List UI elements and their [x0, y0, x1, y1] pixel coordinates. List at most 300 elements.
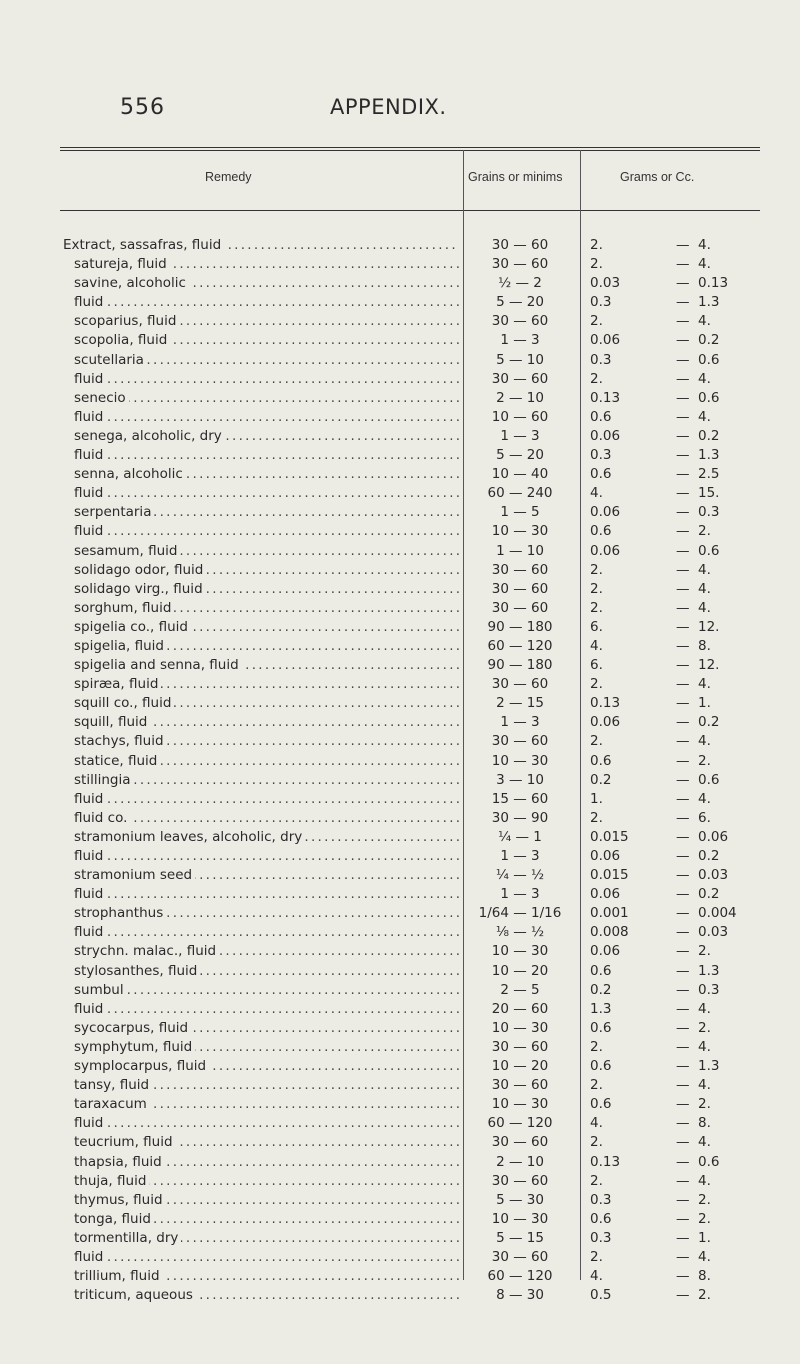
remedy-cell — [74, 1114, 459, 1133]
remedy-name: fluid — [74, 523, 106, 539]
grains-dose: 30 — 60 — [491, 313, 549, 330]
remedy-cell — [74, 1267, 459, 1286]
range-dash: — — [676, 1248, 690, 1265]
grams-high: 1. — [698, 695, 711, 712]
remedy-name: senega, alcoholic, dry — [74, 428, 225, 444]
grams-low: 0.5 — [590, 1287, 612, 1304]
remedy-cell — [74, 656, 459, 675]
grams-high: 2. — [698, 1019, 711, 1036]
range-dash: — — [676, 504, 690, 521]
table-row — [0, 923, 800, 942]
grains-dose: 2 — 15 — [496, 695, 544, 712]
remedy-cell — [74, 370, 459, 389]
remedy-name: symphytum, fluid — [74, 1039, 195, 1055]
grams-high: 1. — [698, 1229, 711, 1246]
remedy-name: fluid — [74, 409, 106, 425]
remedy-name: Extract, sassafras, fluid — [63, 237, 224, 253]
grams-low: 0.06 — [590, 943, 621, 960]
grams-high: 0.6 — [698, 389, 720, 406]
grains-dose: 30 — 60 — [491, 561, 549, 578]
grains-dose: 30 — 60 — [491, 256, 549, 273]
range-dash: — — [676, 637, 690, 654]
remedy-cell — [74, 618, 459, 637]
range-dash: — — [676, 771, 690, 788]
grams-low: 2. — [590, 599, 603, 616]
grams-low: 0.13 — [590, 695, 621, 712]
grams-low: 4. — [590, 1268, 603, 1285]
table-row — [0, 675, 800, 694]
range-dash: — — [676, 752, 690, 769]
grams-high: 0.004 — [698, 905, 737, 922]
remedy-name: tansy, fluid — [74, 1077, 152, 1093]
range-dash: — — [676, 809, 690, 826]
grams-low: 1.3 — [590, 1000, 612, 1017]
grams-high: 4. — [698, 1077, 711, 1094]
grams-low: 0.06 — [590, 848, 621, 864]
range-dash: — — [676, 351, 690, 368]
grains-dose: 2 — 10 — [496, 389, 544, 406]
table-row — [0, 293, 800, 312]
range-dash: — — [676, 1229, 690, 1246]
remedy-name: fluid — [74, 886, 106, 902]
remedy-cell — [74, 1286, 459, 1305]
remedy-cell — [74, 1210, 459, 1229]
table-row — [0, 484, 800, 503]
grams-low: 0.2 — [590, 771, 612, 788]
grains-dose: 5 — 30 — [496, 1191, 544, 1208]
table-row — [0, 370, 800, 389]
table-row — [0, 1191, 800, 1210]
remedy-name: solidago odor, fluid — [74, 562, 206, 578]
table-row — [0, 809, 800, 828]
grams-high: 2. — [698, 1191, 711, 1208]
remedy-cell — [74, 981, 459, 1000]
grams-high: 12. — [698, 618, 720, 635]
table-row — [0, 446, 800, 465]
table-row — [0, 942, 800, 961]
grains-dose: 1 — 10 — [496, 542, 544, 559]
grams-low: 0.015 — [590, 828, 629, 845]
grams-high: 0.2 — [698, 848, 720, 864]
grams-low: 0.06 — [590, 886, 621, 903]
grams-high: 0.6 — [698, 542, 720, 559]
grams-low: 2. — [590, 313, 603, 330]
remedy-name: spigelia, fluid — [74, 638, 167, 654]
table-row — [0, 274, 800, 293]
grains-dose: 1/64 — 1/16 — [478, 905, 562, 922]
grams-high: 2. — [698, 1287, 711, 1304]
remedy-name: statice, fluid — [74, 753, 160, 769]
grains-dose: 10 — 20 — [491, 962, 549, 979]
remedy-cell — [74, 809, 459, 828]
grains-dose: 60 — 120 — [487, 637, 553, 654]
remedy-cell — [63, 236, 459, 255]
remedy-name: scopolia, fluid — [74, 332, 170, 348]
remedy-name: strychn. malac., fluid — [74, 943, 219, 959]
grains-dose: 2 — 10 — [496, 1153, 544, 1170]
table-row — [0, 1114, 800, 1133]
remedy-cell — [74, 522, 459, 541]
table-row — [0, 962, 800, 981]
grams-low: 0.001 — [590, 905, 629, 922]
grams-low: 0.2 — [590, 981, 612, 998]
grams-high: 1.3 — [698, 294, 720, 311]
remedy-cell — [74, 465, 459, 484]
column-header-grains: Grains or minims — [468, 170, 563, 184]
remedy-cell — [74, 962, 459, 981]
grains-dose: 5 — 20 — [496, 294, 544, 311]
grams-low: 1. — [590, 790, 603, 807]
grams-low: 0.6 — [590, 962, 612, 979]
range-dash: — — [676, 848, 690, 864]
remedy-cell — [74, 1095, 459, 1114]
table-row — [0, 1172, 800, 1191]
grams-high: 0.6 — [698, 351, 720, 368]
remedy-name: fluid — [74, 1001, 106, 1017]
grams-low: 0.3 — [590, 351, 612, 368]
table-row — [0, 904, 800, 923]
remedy-cell — [74, 542, 459, 561]
grams-high: 1.3 — [698, 1058, 720, 1075]
range-dash: — — [676, 886, 690, 903]
table-row — [0, 828, 800, 847]
remedy-name: squill co., fluid — [74, 695, 174, 711]
table-top-rule — [60, 147, 760, 148]
grams-high: 0.03 — [698, 867, 729, 884]
grams-low: 0.6 — [590, 408, 612, 425]
remedy-name: satureja, fluid — [74, 256, 170, 272]
grams-high: 0.2 — [698, 886, 720, 903]
remedy-name: fluid — [74, 371, 106, 387]
remedy-name: squill, fluid — [74, 714, 150, 730]
remedy-cell — [74, 561, 459, 580]
grams-low: 2. — [590, 733, 603, 750]
remedy-name: scutellaria — [74, 352, 147, 368]
page-number: 556 — [120, 95, 165, 120]
grams-low: 0.06 — [590, 427, 621, 444]
grams-low: 2. — [590, 370, 603, 387]
remedy-cell — [74, 484, 459, 503]
range-dash: — — [676, 370, 690, 387]
range-dash: — — [676, 1115, 690, 1132]
remedy-name: spigelia and senna, fluid — [74, 657, 242, 673]
remedy-cell — [74, 1248, 459, 1267]
grains-dose: 5 — 15 — [496, 1229, 544, 1246]
table-row — [0, 465, 800, 484]
grains-dose: 60 — 120 — [487, 1268, 553, 1285]
remedy-cell — [74, 312, 459, 331]
grams-high: 15. — [698, 485, 720, 502]
range-dash: — — [676, 542, 690, 559]
remedy-cell — [74, 427, 459, 446]
range-dash: — — [676, 408, 690, 425]
range-dash: — — [676, 447, 690, 464]
grams-low: 0.3 — [590, 1229, 612, 1246]
table-row — [0, 1019, 800, 1038]
remedy-cell — [74, 293, 459, 312]
table-row — [0, 1267, 800, 1286]
grains-dose: 60 — 240 — [487, 485, 553, 502]
grains-dose: 30 — 60 — [491, 580, 549, 597]
table-row — [0, 981, 800, 1000]
grams-high: 4. — [698, 676, 711, 693]
grams-high: 0.13 — [698, 275, 729, 292]
remedy-name: stramonium seed — [74, 867, 195, 883]
grains-dose: 30 — 60 — [491, 1248, 549, 1265]
table-row — [0, 771, 800, 790]
remedy-cell — [74, 752, 459, 771]
grams-low: 2. — [590, 580, 603, 597]
column-header-grams: Grams or Cc. — [620, 170, 695, 184]
grams-low: 0.06 — [590, 542, 621, 559]
grains-dose: 30 — 90 — [491, 809, 549, 826]
grains-dose: 8 — 30 — [496, 1287, 544, 1304]
table-row — [0, 1210, 800, 1229]
grams-high: 0.3 — [698, 504, 720, 521]
grams-high: 0.3 — [698, 981, 720, 998]
grams-low: 2. — [590, 1248, 603, 1265]
range-dash: — — [676, 1058, 690, 1075]
remedy-cell — [74, 1191, 459, 1210]
table-row — [0, 1095, 800, 1114]
remedy-cell — [74, 1057, 459, 1076]
header-divider — [60, 210, 760, 211]
range-dash: — — [676, 275, 690, 292]
table-row — [0, 503, 800, 522]
grams-high: 4. — [698, 599, 711, 616]
range-dash: — — [676, 1172, 690, 1189]
range-dash: — — [676, 828, 690, 845]
remedy-name: trillium, fluid — [74, 1268, 163, 1284]
range-dash: — — [676, 485, 690, 502]
remedy-cell — [74, 885, 459, 904]
grains-dose: 10 — 30 — [491, 752, 549, 769]
grains-dose: 1 — 3 — [500, 332, 540, 349]
table-row — [0, 713, 800, 732]
table-row — [0, 1076, 800, 1095]
table-row — [0, 1057, 800, 1076]
table-row — [0, 752, 800, 771]
range-dash: — — [676, 256, 690, 273]
table-row — [0, 656, 800, 675]
range-dash: — — [676, 1287, 690, 1304]
grains-dose: 30 — 60 — [491, 733, 549, 750]
remedy-name: symplocarpus, fluid — [74, 1058, 209, 1074]
remedy-name: fluid — [74, 1115, 106, 1131]
grains-dose: 30 — 60 — [491, 676, 549, 693]
grams-high: 4. — [698, 1038, 711, 1055]
remedy-name: fluid — [74, 1249, 106, 1265]
grams-high: 4. — [698, 561, 711, 578]
range-dash: — — [676, 1134, 690, 1151]
range-dash: — — [676, 1268, 690, 1285]
grains-dose: 30 — 60 — [491, 1172, 549, 1189]
remedy-cell — [74, 1038, 459, 1057]
grams-high: 2. — [698, 943, 711, 960]
remedy-name: senecio — [74, 390, 129, 406]
table-row — [0, 561, 800, 580]
table-row — [0, 866, 800, 885]
range-dash: — — [676, 1153, 690, 1170]
table-row — [0, 236, 800, 255]
remedy-name: serpentaria — [74, 504, 154, 520]
remedy-cell — [74, 1019, 459, 1038]
grains-dose: 90 — 180 — [487, 618, 553, 635]
remedy-cell — [74, 580, 459, 599]
table-row — [0, 1229, 800, 1248]
grains-dose: 90 — 180 — [487, 657, 553, 674]
remedy-cell — [74, 503, 459, 522]
grains-dose: 1 — 3 — [500, 427, 540, 444]
remedy-cell — [74, 923, 459, 942]
table-row — [0, 637, 800, 656]
grams-low: 2. — [590, 1077, 603, 1094]
grams-high: 4. — [698, 313, 711, 330]
remedy-cell — [74, 1172, 459, 1191]
remedy-cell — [74, 255, 459, 274]
remedy-name: fluid co. — [74, 810, 130, 826]
grams-high: 8. — [698, 1115, 711, 1132]
range-dash: — — [676, 962, 690, 979]
remedy-name: strophanthus — [74, 905, 166, 921]
remedy-name: sumbul — [74, 982, 127, 998]
grams-low: 0.6 — [590, 1058, 612, 1075]
grains-dose: 15 — 60 — [491, 790, 549, 807]
range-dash: — — [676, 523, 690, 540]
range-dash: — — [676, 1210, 690, 1227]
remedy-cell — [74, 1229, 459, 1248]
grams-high: 12. — [698, 657, 720, 674]
remedy-name: thuja, fluid — [74, 1173, 149, 1189]
remedy-name: scoparius, fluid — [74, 313, 179, 329]
remedy-name: taraxacum — [74, 1096, 150, 1112]
grams-low: 4. — [590, 637, 603, 654]
table-row — [0, 885, 800, 904]
remedy-cell — [74, 408, 459, 427]
remedy-cell — [74, 637, 459, 656]
grains-dose: 30 — 60 — [491, 237, 549, 253]
remedy-cell — [74, 866, 459, 885]
grams-high: 4. — [698, 1248, 711, 1265]
remedy-cell — [74, 1076, 459, 1095]
table-row — [0, 694, 800, 713]
table-row — [0, 1286, 800, 1305]
range-dash: — — [676, 905, 690, 922]
range-dash: — — [676, 237, 690, 253]
grams-high: 6. — [698, 809, 711, 826]
table-row — [0, 618, 800, 637]
page-header — [0, 95, 800, 135]
grains-dose: 1 — 3 — [500, 886, 540, 903]
grams-high: 4. — [698, 1134, 711, 1151]
remedy-name: fluid — [74, 924, 106, 940]
remedy-cell — [74, 1133, 459, 1152]
range-dash: — — [676, 943, 690, 960]
table-row — [0, 1248, 800, 1267]
range-dash: — — [676, 427, 690, 444]
range-dash: — — [676, 676, 690, 693]
table-row — [0, 580, 800, 599]
grams-low: 0.06 — [590, 714, 621, 731]
table-row — [0, 331, 800, 350]
grams-low: 0.03 — [590, 275, 621, 292]
grams-low: 0.6 — [590, 523, 612, 540]
grams-high: 1.3 — [698, 447, 720, 464]
range-dash: — — [676, 313, 690, 330]
remedy-cell — [74, 389, 459, 408]
dosage-table — [0, 236, 800, 1305]
grams-low: 2. — [590, 1134, 603, 1151]
grams-high: 2. — [698, 1096, 711, 1113]
grains-dose: 10 — 30 — [491, 943, 549, 960]
range-dash: — — [676, 580, 690, 597]
remedy-cell — [74, 274, 459, 293]
remedy-cell — [74, 828, 459, 847]
grains-dose: 5 — 20 — [496, 447, 544, 464]
table-row — [0, 1153, 800, 1172]
grains-dose: 10 — 20 — [491, 1058, 549, 1075]
remedy-name: sycocarpus, fluid — [74, 1020, 191, 1036]
remedy-name: triticum, aqueous — [74, 1287, 196, 1303]
column-header-remedy: Remedy — [205, 170, 252, 184]
remedy-name: stachys, fluid — [74, 733, 167, 749]
remedy-name: fluid — [74, 294, 106, 310]
grams-high: 2. — [698, 1210, 711, 1227]
grams-high: 4. — [698, 370, 711, 387]
grams-low: 2. — [590, 1038, 603, 1055]
grams-low: 0.3 — [590, 447, 612, 464]
grams-low: 2. — [590, 1172, 603, 1189]
range-dash: — — [676, 561, 690, 578]
grains-dose: 10 — 30 — [491, 1096, 549, 1113]
range-dash: — — [676, 695, 690, 712]
grams-high: 8. — [698, 1268, 711, 1285]
remedy-cell — [74, 904, 459, 923]
grains-dose: 10 — 30 — [491, 1019, 549, 1036]
remedy-name: savine, alcoholic — [74, 275, 189, 291]
grams-high: 0.6 — [698, 771, 720, 788]
range-dash: — — [676, 1077, 690, 1094]
grains-dose: ½ — 2 — [498, 275, 542, 292]
grains-dose: 10 — 30 — [491, 1210, 549, 1227]
grains-dose: ⅛ — ½ — [495, 924, 545, 941]
table-row — [0, 599, 800, 618]
grains-dose: 20 — 60 — [491, 1000, 549, 1017]
grams-high: 0.03 — [698, 924, 729, 941]
remedy-cell — [74, 732, 459, 751]
grains-dose: 2 — 5 — [500, 981, 540, 998]
grams-high: 2. — [698, 523, 711, 540]
grams-high: 4. — [698, 237, 711, 253]
remedy-name: thapsia, fluid — [74, 1154, 165, 1170]
table-row — [0, 1000, 800, 1019]
grams-low: 0.008 — [590, 924, 629, 941]
remedy-name: sorghum, fluid — [74, 600, 174, 616]
grams-low: 0.06 — [590, 504, 621, 521]
grams-low: 0.3 — [590, 294, 612, 311]
range-dash: — — [676, 389, 690, 406]
range-dash: — — [676, 332, 690, 349]
range-dash: — — [676, 981, 690, 998]
grams-low: 4. — [590, 485, 603, 502]
grams-low: 0.13 — [590, 1153, 621, 1170]
grains-dose: 1 — 5 — [500, 504, 540, 521]
grams-high: 4. — [698, 408, 711, 425]
grams-high: 4. — [698, 1000, 711, 1017]
remedy-cell — [74, 713, 459, 732]
remedy-cell — [74, 599, 459, 618]
remedy-cell — [74, 351, 459, 370]
